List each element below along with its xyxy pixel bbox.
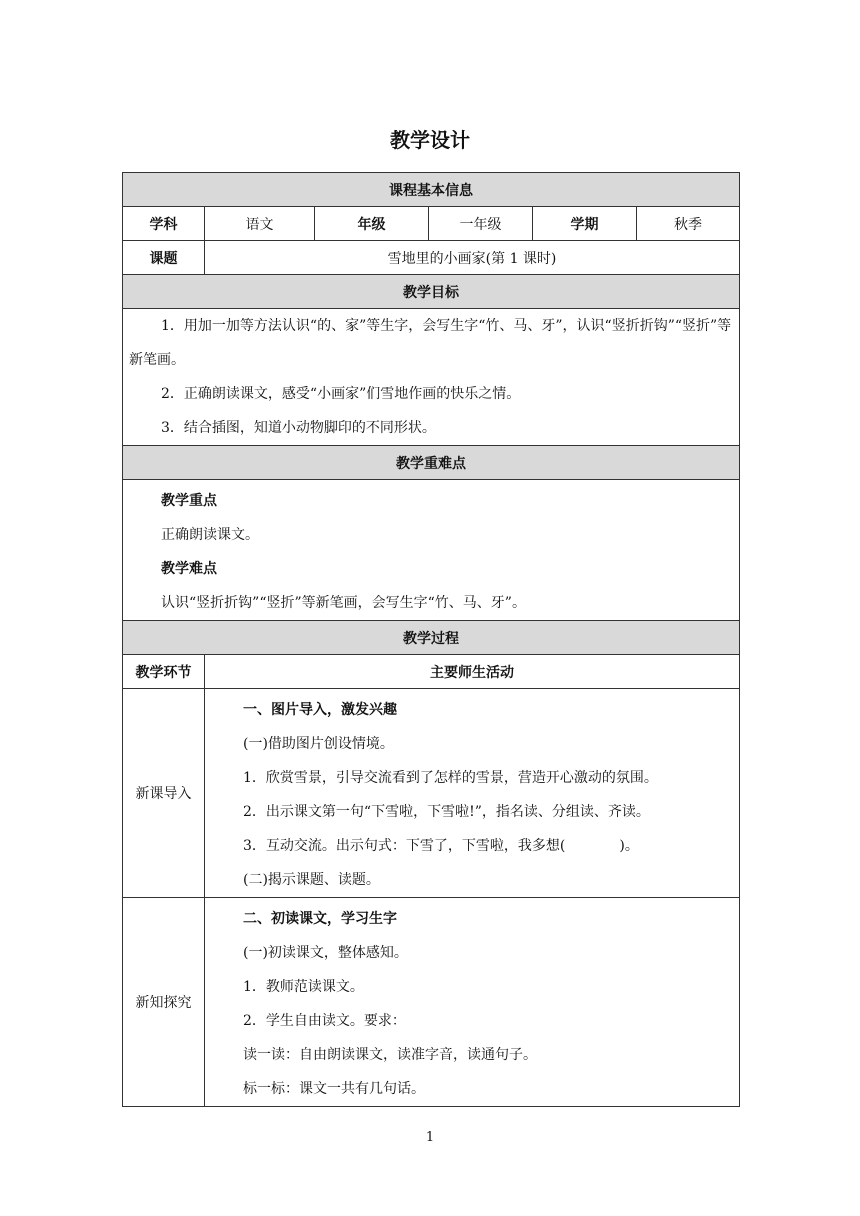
focus-text: 正确朗读课文。 — [161, 527, 259, 543]
key-points-cell — [123, 480, 740, 621]
topic-value: 雪地里的小画家(第 1 课时) — [205, 241, 740, 275]
activity-line: (一)初读课文，整体感知。 — [243, 945, 408, 961]
activity-column-header: 主要师生活动 — [205, 655, 740, 689]
activity-cell — [205, 689, 740, 898]
subject-value: 语文 — [205, 207, 315, 241]
term-label: 学期 — [533, 207, 637, 241]
activity-line: 3．互动交流。出示句式：下雪了，下雪啦，我多想( — [243, 838, 566, 854]
activity-line: 1．欣赏雪景，引导交流看到了怎样的雪景，营造开心激动的氛围。 — [243, 770, 658, 786]
page-number: 1 — [425, 1130, 435, 1145]
objective-item: 1．用加一加等方法认识“的、家”等生字，会写生字“竹、马、牙”，认识“竖折折钩”“竖折”等新笔画。 — [129, 318, 732, 368]
objective-item: 3．结合插图，知道小动物脚印的不同形状。 — [161, 420, 436, 436]
activity-line: (二)揭示课题、读题。 — [243, 872, 380, 888]
term-value: 秋季 — [637, 207, 740, 241]
grade-value: 一年级 — [429, 207, 533, 241]
focus-label: 教学重点 — [161, 493, 217, 509]
activity-line: 读一读：自由朗读课文，读准字音，读通句子。 — [243, 1047, 537, 1063]
activity-line: 2．学生自由读文。要求： — [243, 1013, 406, 1029]
basic-info-header: 课程基本信息 — [123, 173, 740, 207]
activity-cell — [205, 898, 740, 1107]
objectives-header: 教学目标 — [123, 275, 740, 309]
difficulty-label: 教学难点 — [161, 561, 217, 577]
lesson-plan-table — [122, 172, 740, 1107]
section-heading: 二、初读课文，学习生字 — [243, 911, 397, 927]
stage-label: 新课导入 — [123, 689, 205, 898]
activity-line: 2．出示课文第一句“下雪啦，下雪啦!”，指名读、分组读、齐读。 — [243, 804, 650, 820]
subject-label: 学科 — [123, 207, 205, 241]
activity-line: (一)借助图片创设情境。 — [243, 736, 394, 752]
stage-column-header: 教学环节 — [123, 655, 205, 689]
process-header: 教学过程 — [123, 621, 740, 655]
topic-label: 课题 — [123, 241, 205, 275]
activity-line-with-blank — [205, 829, 739, 863]
section-heading: 一、图片导入，激发兴趣 — [243, 702, 397, 718]
objectives-cell — [123, 309, 740, 446]
stage-label: 新知探究 — [123, 898, 205, 1107]
objective-item: 2．正确朗读课文，感受“小画家”们雪地作画的快乐之情。 — [161, 386, 521, 402]
document-title: 教学设计 — [390, 128, 470, 152]
key-points-header: 教学重难点 — [123, 446, 740, 480]
grade-label: 年级 — [315, 207, 429, 241]
difficulty-text: 认识“竖折折钩”“竖折”等新笔画，会写生字“竹、马、牙”。 — [161, 595, 526, 611]
blank-close: )。 — [619, 838, 639, 854]
activity-line: 1．教师范读课文。 — [243, 979, 364, 995]
activity-line: 标一标：课文一共有几句话。 — [243, 1081, 425, 1097]
